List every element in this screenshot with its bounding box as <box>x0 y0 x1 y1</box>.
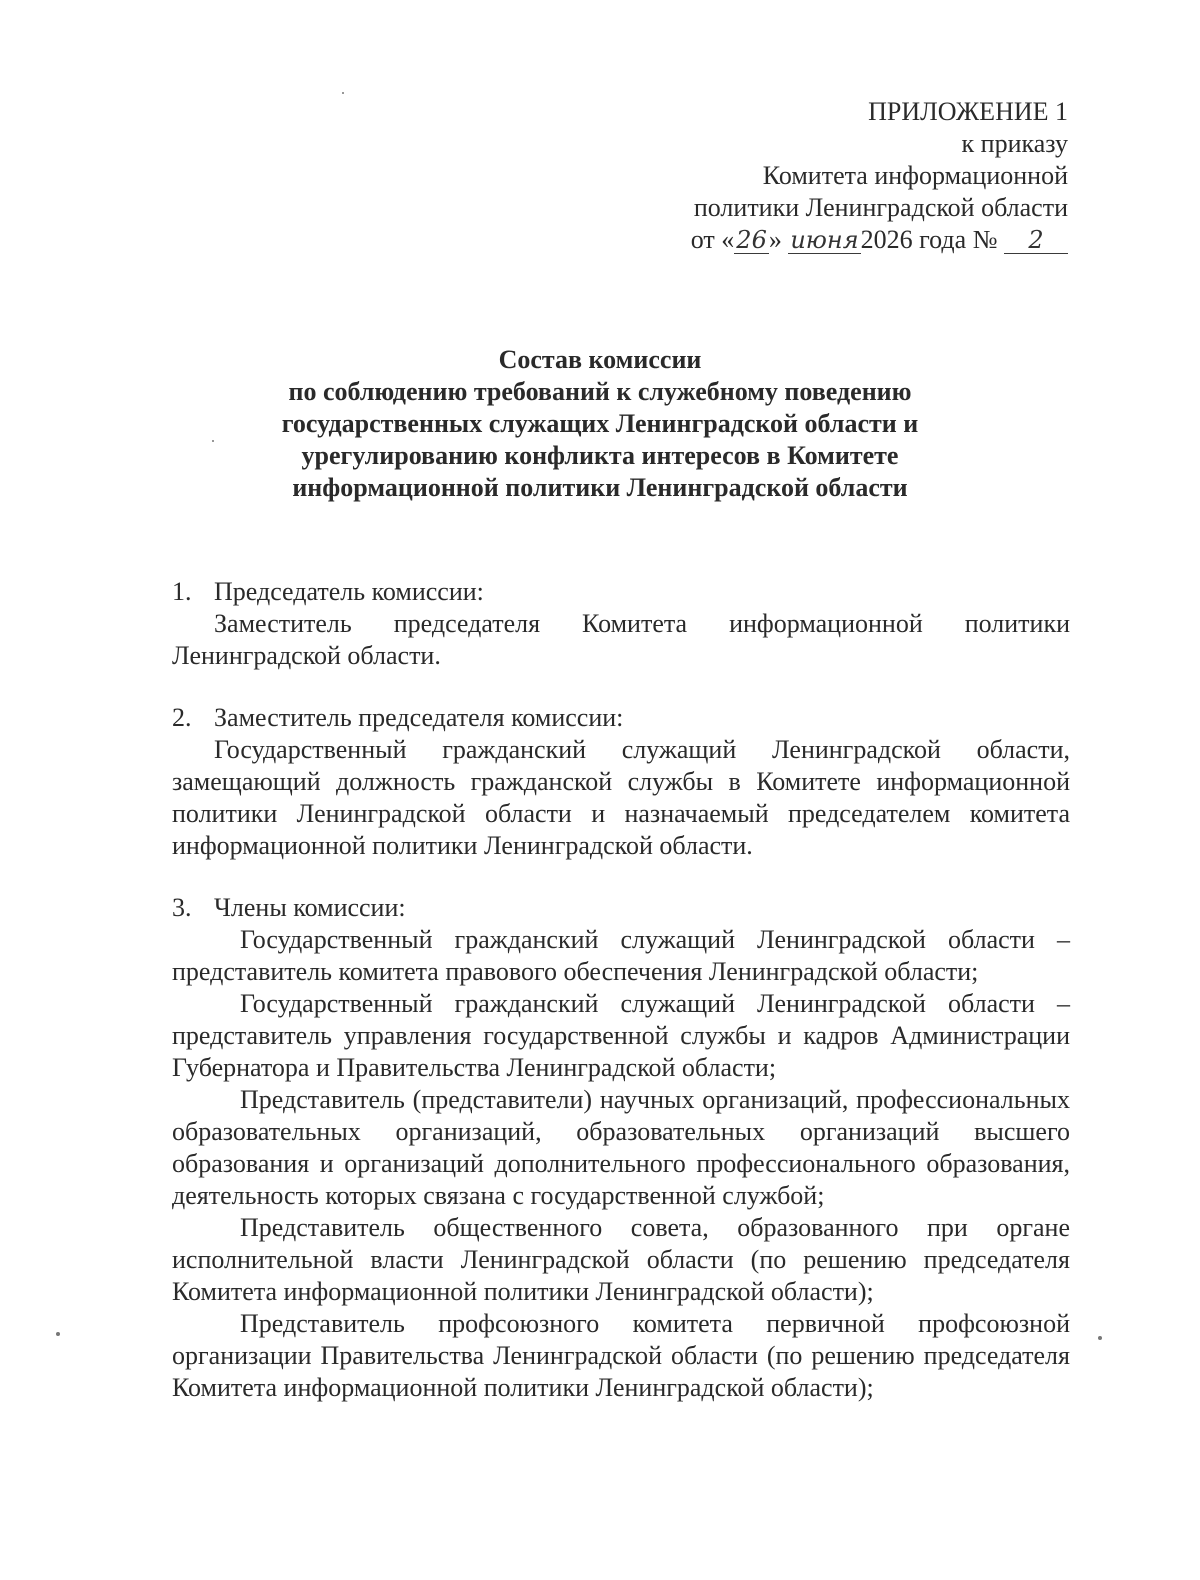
section-heading-text: Члены комиссии: <box>214 893 406 922</box>
date-year: 2026 года <box>860 225 967 254</box>
title-line-5: информационной политики Ленинградской области <box>292 473 908 502</box>
date-month-handwritten: июня <box>790 226 859 254</box>
section-heading <box>172 892 1070 924</box>
date-day-handwritten: 26 <box>736 226 767 254</box>
section-heading-text: Заместитель председателя комиссии: <box>214 703 624 732</box>
member-paragraph: Представитель общественного совета, образованного при органе исполнительной власти Ленинградской области (по решению председателя Комитета информационной политики Ленинградской области); <box>172 1213 1070 1306</box>
section-paragraph: Государственный гражданский служащий Ленинградской области, замещающий должность гражданской службы в Комитете информационной политики Ленинградской области и назначаемый председателем комитета информационной политики Ленинградской области. <box>172 735 1070 860</box>
scan-speck <box>56 1332 60 1336</box>
title-line-4: урегулированию конфликта интересов в Комитете <box>301 441 899 470</box>
member-paragraph: Представитель (представители) научных организаций, профессиональных образовательных организаций, образовательных организаций высшего образования и организаций дополнительного профессионального образования, деятельность которых связана с государственной службой; <box>172 1085 1070 1210</box>
title-line-1: Состав комиссии <box>498 345 702 374</box>
scan-speck <box>212 440 214 442</box>
member-paragraph: Представитель профсоюзного комитета первичной профсоюзной организации Правительства Ленинградской области (по решению председателя Комитета информационной политики Ленинградской области); <box>172 1309 1070 1402</box>
date-close-quote: » <box>768 225 782 254</box>
section-heading-text: Председатель комиссии: <box>214 577 484 606</box>
section-heading <box>172 702 1070 734</box>
section-deputy-chairman <box>172 702 1070 862</box>
scan-speck <box>342 92 344 94</box>
appendix-label: ПРИЛОЖЕНИЕ 1 <box>868 97 1068 126</box>
date-prefix: от « <box>690 225 735 254</box>
member-paragraph: Государственный гражданский служащий Ленинградской области – представитель комитета правового обеспечения Ленинградской области; <box>172 925 1070 986</box>
section-number: 3. <box>172 893 192 922</box>
title-line-2: по соблюдению требований к служебному поведению <box>288 377 912 406</box>
order-reference: к приказу <box>961 129 1068 158</box>
section-heading <box>172 576 1070 608</box>
section-number: 1. <box>172 577 192 606</box>
committee-name-line1: Комитета информационной <box>762 161 1068 190</box>
section-members <box>172 892 1070 1404</box>
order-date-line <box>691 224 1068 256</box>
scan-speck <box>1098 1336 1102 1340</box>
appendix-header <box>691 96 1068 256</box>
committee-name-line2: политики Ленинградской области <box>693 193 1068 222</box>
member-paragraph: Государственный гражданский служащий Ленинградской области – представитель управления государственной службы и кадров Администрации Губернатора и Правительства Ленинградской области; <box>172 989 1070 1082</box>
document-title <box>150 344 1050 504</box>
order-number-handwritten: 2 <box>1004 227 1068 254</box>
section-chairman <box>172 576 1070 672</box>
document-body <box>172 576 1070 1404</box>
title-line-3: государственных служащих Ленинградской области и <box>281 409 919 438</box>
section-paragraph: Заместитель председателя Комитета информационной политики Ленинградской области. <box>172 609 1070 670</box>
section-number: 2. <box>172 703 192 732</box>
number-sign: № <box>972 225 998 254</box>
